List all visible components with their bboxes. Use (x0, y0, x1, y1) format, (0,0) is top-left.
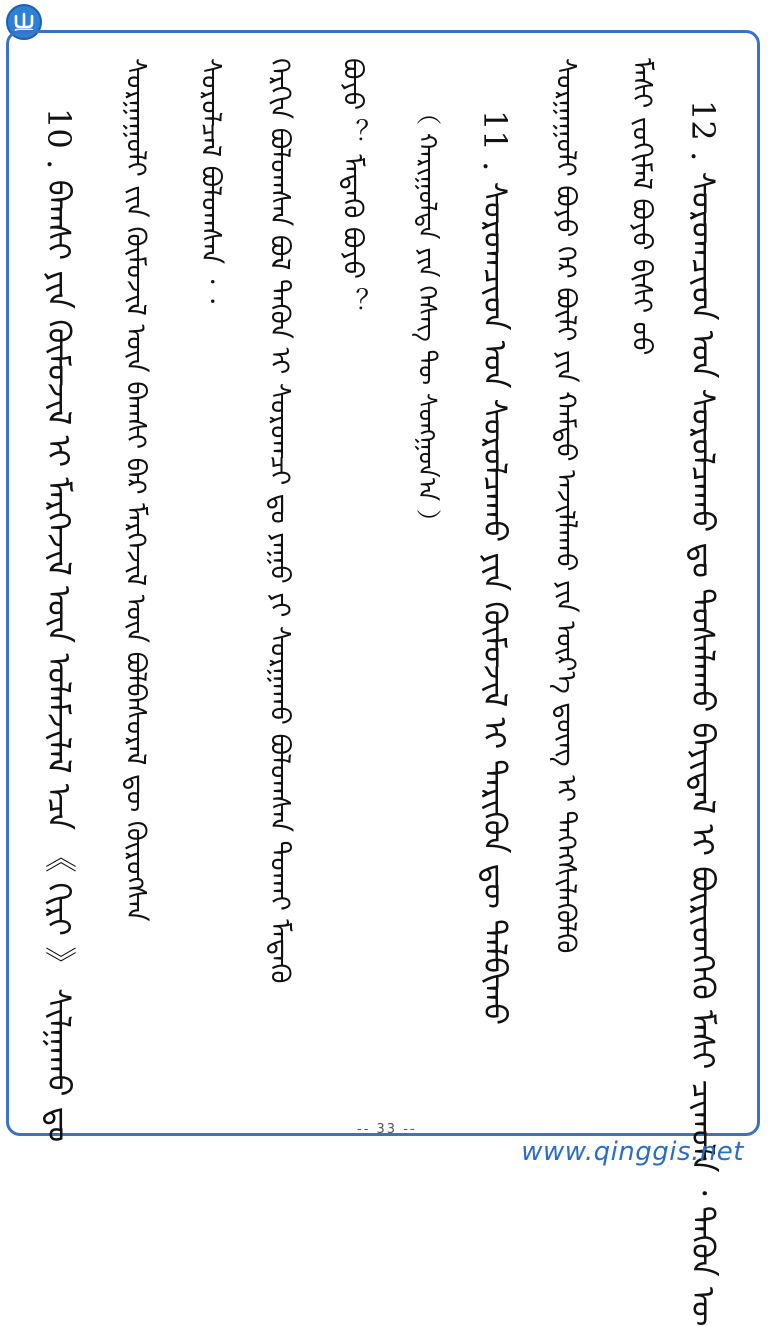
text-column-4: 11 ․ ᠰᠤᠷᠤᠭᠴᠢᠳ ᠤᠨ ᠰᠤᠷᠤᠯᠴᠠᠬᠤ ᠶᠢᠨ ᠬᠦᠮᠦᠵᠢᠯ ᠢ ᠲᠡᠷᠢᠭᠦᠨ ᠳᠦ ᠲᠠᠯᠪᠢᠬᠤ (476, 110, 514, 1025)
text-column-2: 12 ․ ᠰᠤᠷᠤᠭᠴᠢᠳ ᠤᠨ ᠰᠤᠷᠤᠯᠴᠠᠬᠤ ᠳᠤ ᠲᠤᠰᠠᠯᠠᠬᠤ ᠪᠠᠶᠢᠳᠠᠯ ᠢ ᠪᠦᠷᠢᠳᠬᠡᠬᠦ ᠮᠠᠰᠢ ᠴᠢᠬᠤᠯᠠ ᠂ ᠲᠡᠭᠦᠨ ᠦ (684, 100, 722, 1326)
text-column-1: ᠮᠠᠰᠢ ᠵᠣᠬᠢᠮᠠᠯ ᠪᠤᠶᠤ ᠪᠢᠰᠢ ᠦᠦ (626, 58, 657, 356)
text-column-3: ᠰᠤᠷᠭᠠᠭᠤᠯᠢ ᠪᠤᠶᠤ ᠭᠡᠷ ᠪᠦᠯᠢ ᠶᠢᠨ ᠬᠠᠮᠲᠤ ᠠᠵᠢᠯᠯᠠᠬᠤ ᠶᠢᠨ ᠦᠷ᠎ᠡ ᠳ᠋ᠦᠩ ᠢ ᠳᠡᠭᠡᠭᠰᠢᠯᠡᠭᠦᠯᠬᠦ (550, 58, 581, 954)
text-column-8: ᠰᠤᠷᠤᠯᠴᠠᠯ ᠪᠤᠯᠤᠭᠰᠠᠨ ᠂ ᠂ (195, 58, 226, 304)
text-column-10: 10 ․ ᠪᠠᠭᠰᠢ ᠶᠢᠨ ᠬᠦᠮᠦᠵᠢᠯ ᠢ ᠮᠡᠷᠭᠡᠵᠢᠯ ᠦᠨ ᠤᠯᠠᠮᠵᠢᠯᠠᠯ ᠡᠴᠡ 《 ᠬᠢᠷᠢ 》 ᠰᠢᠯᠭᠠᠬᠤ ᠳᠤ (40, 108, 78, 1143)
text-column-7: ᠬᠡᠷᠬᠢᠨ ᠪᠤᠯᠤᠭᠰᠠᠨ ᠪᠤᠯ ᠲᠡᠭᠦᠨ ᠢ ᠰᠤᠷᠤᠭᠴᠢ ᠳᠤ ᠶᠠᠭᠤ ᠶᠢ ᠰᠤᠷᠭᠠᠬᠤ ᠪᠤᠯᠤᠭᠰᠠᠨ ᠲᠤᠬᠠᠢ ᠮᠡᠳᠡᠬᠦ (264, 58, 295, 984)
page-number: -- 33 -- (357, 1122, 417, 1137)
text-column-5: （ ᠬᠠᠷᠢᠭᠤᠯᠲᠠ ᠶᠢᠨ ᠬᠡᠰᠡᠭ ᠲᠦ ᠰᠤᠩᠭᠤᠨ᠎ᠠ ） (413, 100, 442, 535)
text-column-9: ᠰᠤᠷᠭᠠᠭᠤᠯᠢ ᠵᠢᠨ ᠬᠦᠮᠦᠵᠢᠯ ᠦᠨ ᠪᠠᠭᠰᠢ ᠪᠠᠷ ᠮᠡᠷᠭᠡᠵᠢᠯ ᠦᠨ ᠪᠤᠯᠪᠠᠰᠤᠷᠠᠯ ᠳᠦ ᠬᠦᠷᠦᠭᠰᠡᠨ (120, 58, 151, 922)
text-column-6: ᠪᠤᠶᠤ ？ ᠮᠡᠳᠡᠬᠦ ᠪᠤᠶᠤ ？ (337, 58, 368, 315)
website-watermark[interactable]: www.qinggis.net (521, 1137, 744, 1167)
